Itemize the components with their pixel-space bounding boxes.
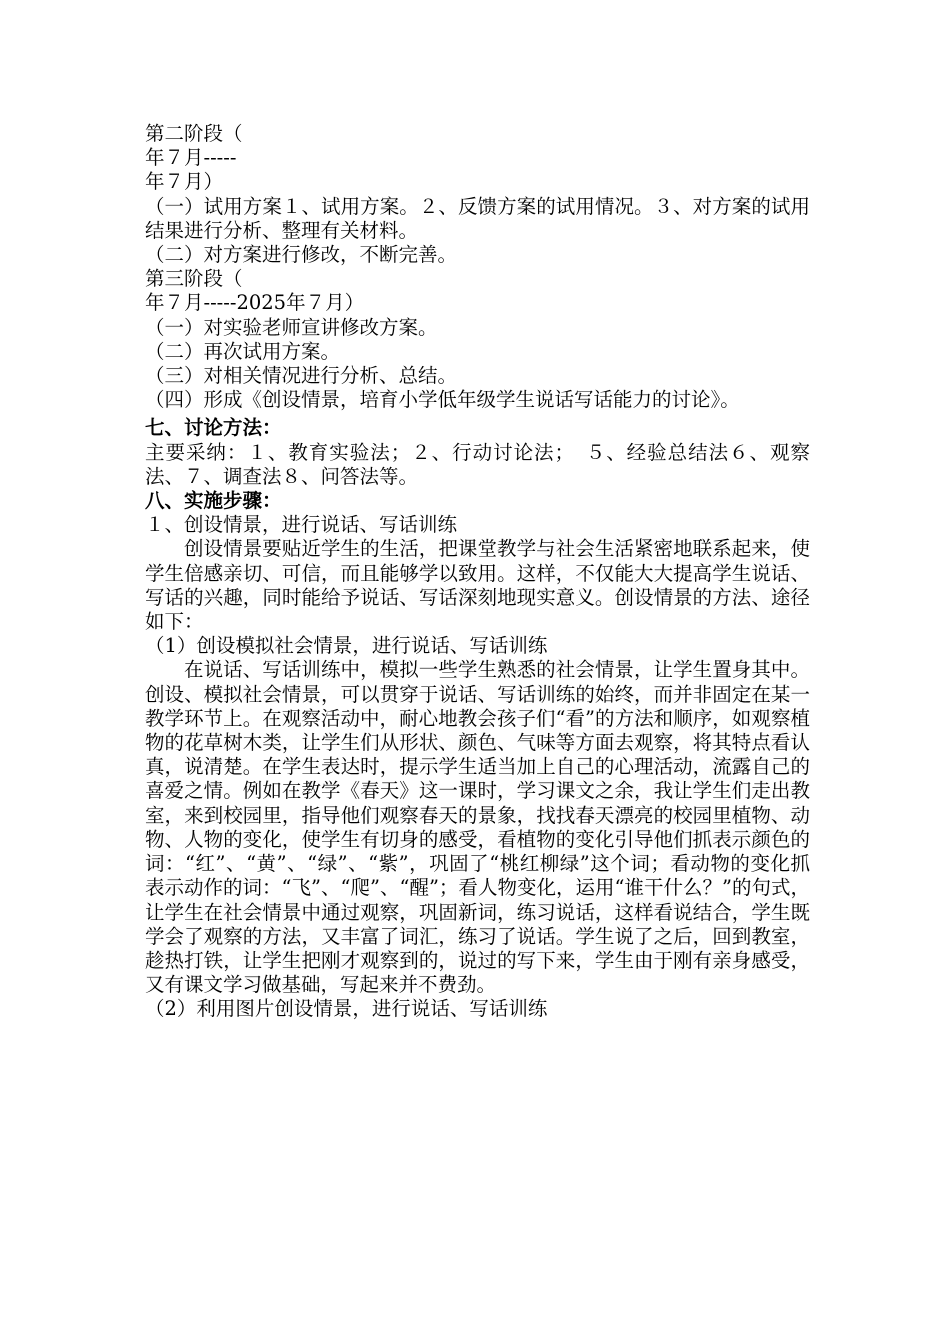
step1-paragraph: 创设情景要贴近学生的生活，把课堂教学与社会生活紧密地联系起来，使学生倍感亲切、可信，而且能够学以致用。这样，不仅能大大提高学生说话、写话的兴趣，同时能给予说话、写话深刻地现实意义。创设情景的方法、途径如下： — [145, 537, 810, 634]
sub1-paragraph: 在说话、写话训练中，模拟一些学生熟悉的社会情景，让学生置身其中。创设、模拟社会情景，可以贯穿于说话、写话训练的始终，而并非固定在某一教学环节上。在观察活动中，耐心地教会孩子们“看”的方法和顺序，如观察植物的花草树木类，让学生们从形状、颜色、气味等方面去观察，将其特点看认真，说清楚。在学生表达时，提示学生适当加上自己的心理活动，流露自己的喜爱之情。例如在教学《春天》这一课时，学习课文之余，我让学生们走出教室，来到校园里，指导他们观察春天的景象，找找春天漂亮的校园里植物、动物、人物的变化，使学生有切身的感受，看植物的变化引导他们抓表示颜色的词：“红”、“黄”、“绿”、“紫”，巩固了“桃红柳绿”这个词；看动物的变化抓表示动作的词：“飞”、“爬”、“醒”；看人物变化，运用“谁干什么？”的句式，让学生在社会情景中通过观察，巩固新词，练习说话，这样看说结合，学生既学会了观察的方法，又丰富了词汇，练习了说话。学生说了之后，回到教室，趁热打铁，让学生把刚才观察到的，说过的写下来，学生由于刚有亲身感受，又有课文学习做基础，写起来并不费劲。 — [145, 658, 810, 997]
stage3-heading-line1: 第三阶段（ — [145, 267, 243, 291]
sub1-title: （1）创设模拟社会情景，进行说话、写话训练 — [145, 634, 548, 658]
sub2-title: （2）利用图片创设情景，进行说话、写话训练 — [145, 997, 548, 1021]
section8-heading: 八、实施步骤： — [145, 489, 282, 513]
stage2-item-2: （二）对方案进行修改，不断完善。 — [145, 243, 458, 267]
stage3-item-3: （三）对相关情况进行分析、总结。 — [145, 364, 458, 388]
stage2-heading-line2: 年７月----- — [145, 146, 237, 170]
stage2-item-1: （一）试用方案１、试用方案。２、反馈方案的试用情况。３、对方案的试用结果进行分析、整理有关材料。 — [145, 194, 810, 242]
stage3-heading-line2: 年７月-----2025年７月） — [145, 291, 365, 315]
stage2-heading-line1: 第二阶段（ — [145, 122, 243, 145]
step1-title: １、创设情景，进行说话、写话训练 — [145, 513, 458, 537]
document-body — [145, 122, 810, 1022]
stage3-item-2: （二）再次试用方案。 — [145, 339, 341, 363]
stage2-heading-line3: 年７月） — [145, 170, 224, 194]
stage3-item-1: （一）对实验老师宣讲修改方案。 — [145, 315, 438, 339]
section7-heading: 七、讨论方法： — [145, 416, 282, 440]
stage3-item-4: （四）形成《创设情景，培育小学低年级学生说话写话能力的讨论》。 — [145, 388, 740, 412]
section7-body: 主要采纳：１、教育实验法；２、行动讨论法； ５、经验总结法６、观察法、７、调查法８、问答法等。 — [145, 440, 810, 488]
